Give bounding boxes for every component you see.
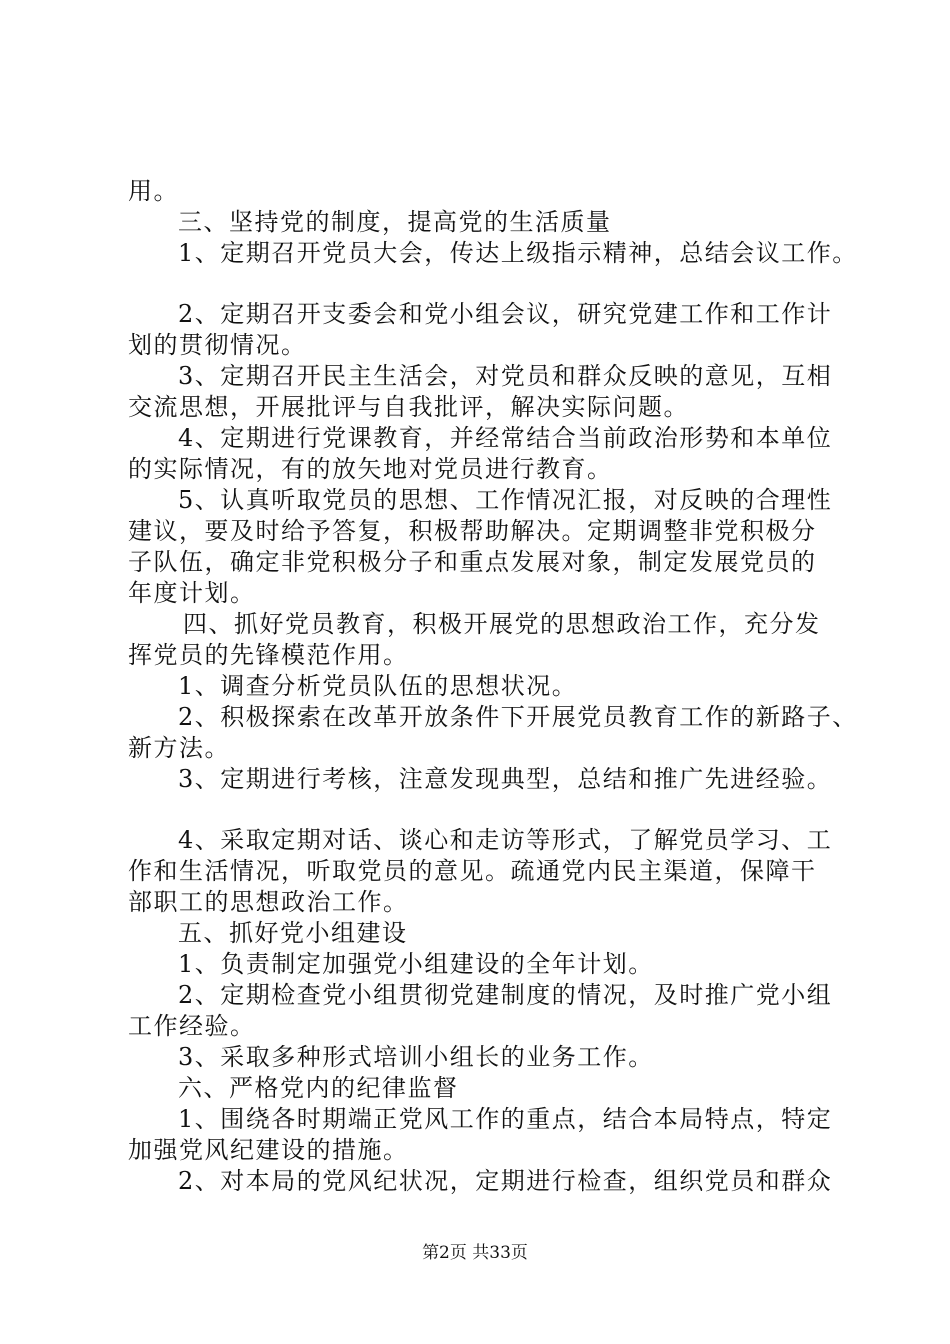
text-line: 用。 [128,177,179,205]
text-line: 建议，要及时给予答复，积极帮助解决。定期调整非党积极分 [128,517,817,545]
text-line: 4、定期进行党课教育，并经常结合当前政治形势和本单位 [178,424,833,452]
text-line: 1、调查分析党员队伍的思想状况。 [178,672,578,700]
text-line: 2、定期召开支委会和党小组会议，研究党建工作和工作计 [178,300,833,328]
page-number-footer: 第2页 共33页 [422,1243,528,1263]
section-heading: 三、坚持党的制度，提高党的生活质量 [178,208,612,236]
text-line: 部职工的思想政治工作。 [128,888,409,916]
section-heading: 四、抓好党员教育，积极开展党的思想政治工作，充分发 [183,610,821,638]
text-line: 3、采取多种形式培训小组长的业务工作。 [178,1043,654,1071]
text-line: 2、积极探索在改革开放条件下开展党员教育工作的新路子、 [178,703,858,731]
text-line: 的实际情况，有的放矢地对党员进行教育。 [128,455,613,483]
text-line: 作和生活情况，听取党员的意见。疏通党内民主渠道，保障干 [128,857,817,885]
text-line: 2、定期检查党小组贯彻党建制度的情况，及时推广党小组 [178,981,833,1009]
text-line: 划的贯彻情况。 [128,331,307,359]
text-line: 挥党员的先锋模范作用。 [128,641,409,669]
text-line: 2、对本局的党风纪状况，定期进行检查，组织党员和群众 [178,1167,833,1195]
text-line: 年度计划。 [128,579,256,607]
text-line: 交流思想，开展批评与自我批评，解决实际问题。 [128,393,689,421]
text-line: 4、采取定期对话、谈心和走访等形式，了解党员学习、工 [178,826,833,854]
text-line: 工作经验。 [128,1012,256,1040]
text-line: 3、定期进行考核，注意发现典型，总结和推广先进经验。 [178,765,833,793]
text-line: 子队伍，确定非党积极分子和重点发展对象，制定发展党员的 [128,548,817,576]
text-line: 1、定期召开党员大会，传达上级指示精神，总结会议工作。 [178,239,858,267]
text-line: 5、认真听取党员的思想、工作情况汇报，对反映的合理性 [178,486,833,514]
text-line: 加强党风纪建设的措施。 [128,1136,409,1164]
text-line: 新方法。 [128,734,230,762]
text-line: 1、围绕各时期端正党风工作的重点，结合本局特点，特定 [178,1105,833,1133]
section-heading: 五、抓好党小组建设 [178,919,408,947]
text-line: 1、负责制定加强党小组建设的全年计划。 [178,950,654,978]
section-heading: 六、严格党内的纪律监督 [178,1074,459,1102]
text-line: 3、定期召开民主生活会，对党员和群众反映的意见，互相 [178,362,833,390]
